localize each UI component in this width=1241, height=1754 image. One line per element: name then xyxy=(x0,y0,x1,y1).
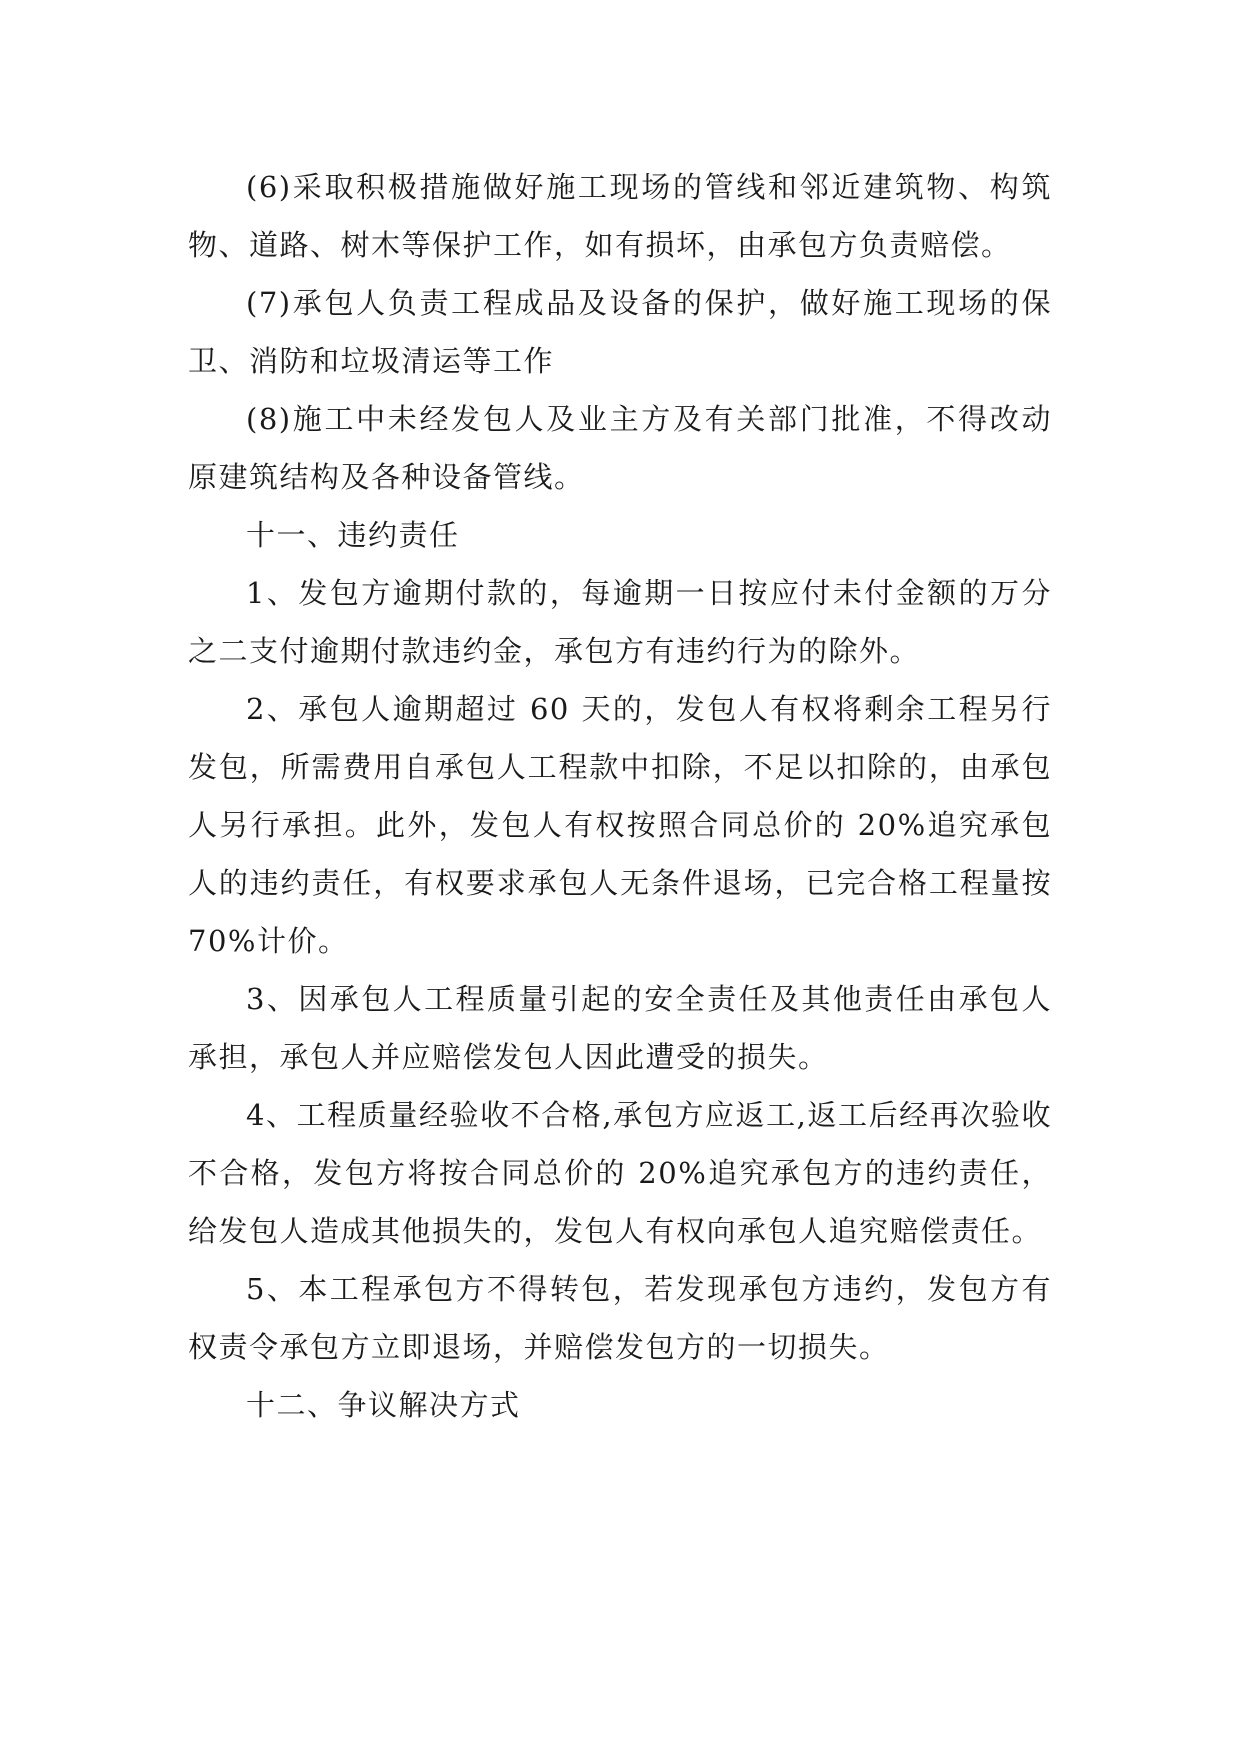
clause-7: (7)承包人负责工程成品及设备的保护，做好施工现场的保卫、消防和垃圾清运等工作 xyxy=(188,286,1052,378)
breach-clause-4: 4、工程质量经验收不合格,承包方应返工,返工后经再次验收不合格，发包方将按合同总价的 20%追究承包方的违约责任，给发包人造成其他损失的，发包人有权向承包人追究赔偿责任。 xyxy=(188,1098,1052,1248)
breach-clause-2: 2、承包人逾期超过 60 天的，发包人有权将剩余工程另行发包，所需费用自承包人工程款中扣除，不足以扣除的，由承包人另行承担。此外，发包人有权按照合同总价的 20%追究承包人的违约责任，有权要求承包人无条件退场，已完合格工程量按 70%计价。 xyxy=(188,692,1052,958)
breach-clause-3: 3、因承包人工程质量引起的安全责任及其他责任由承包人承担，承包人并应赔偿发包人因此遭受的损失。 xyxy=(188,982,1052,1074)
clause-6: (6)采取积极措施做好施工现场的管线和邻近建筑物、构筑物、道路、树木等保护工作，如有损坏，由承包方负责赔偿。 xyxy=(188,170,1052,262)
document-body xyxy=(188,158,1052,1434)
section-heading-11: 十一、违约责任 xyxy=(246,518,460,552)
breach-clause-5: 5、本工程承包方不得转包，若发现承包方违约，发包方有权责令承包方立即退场，并赔偿发包方的一切损失。 xyxy=(188,1272,1052,1364)
section-heading-12: 十二、争议解决方式 xyxy=(246,1388,521,1422)
clause-8: (8)施工中未经发包人及业主方及有关部门批准，不得改动原建筑结构及各种设备管线。 xyxy=(188,402,1052,494)
breach-clause-1: 1、发包方逾期付款的，每逾期一日按应付未付金额的万分之二支付逾期付款违约金，承包方有违约行为的除外。 xyxy=(188,576,1052,668)
